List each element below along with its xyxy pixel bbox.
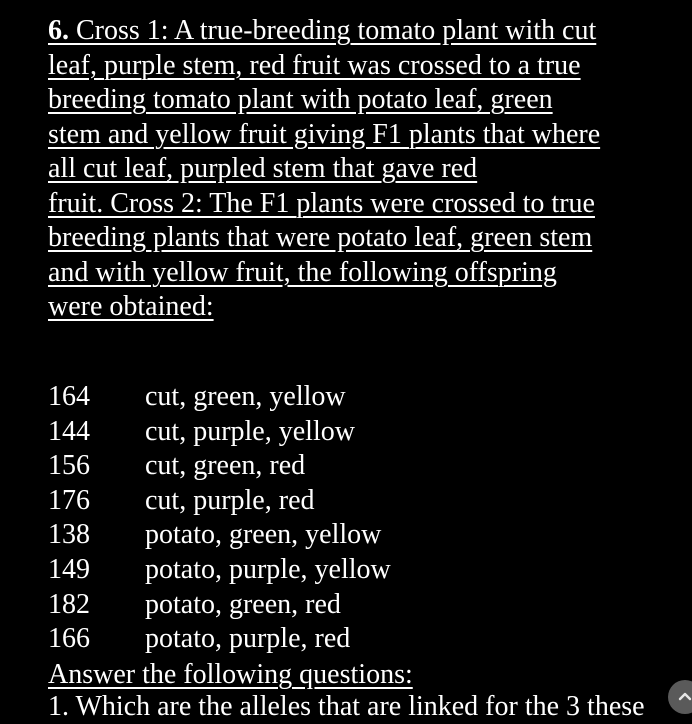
chevron-up-icon bbox=[675, 686, 692, 706]
scroll-up-button[interactable] bbox=[668, 680, 692, 714]
question-line: breeding plants that were potato leaf, green stem bbox=[48, 222, 593, 253]
offspring-row bbox=[48, 553, 391, 588]
offspring-count: 182 bbox=[48, 588, 90, 620]
offspring-row bbox=[48, 518, 391, 553]
offspring-row bbox=[48, 415, 391, 450]
question-line: and with yellow fruit, the following offspring bbox=[48, 256, 557, 288]
offspring-phenotype: potato, purple, yellow bbox=[145, 553, 391, 585]
offspring-count: 156 bbox=[48, 450, 90, 482]
offspring-phenotype: potato, purple, red bbox=[145, 623, 351, 655]
offspring-count: 166 bbox=[48, 623, 90, 655]
offspring-count: 138 bbox=[48, 519, 90, 551]
question-line-text: Cross 1: A true-breeding tomato plant with cut bbox=[69, 15, 597, 46]
answer-prompt: Answer the following questions: bbox=[48, 659, 413, 690]
question-line bbox=[48, 14, 648, 49]
offspring-count: 164 bbox=[48, 381, 90, 412]
offspring-row bbox=[48, 449, 391, 484]
question-number: 6. bbox=[48, 15, 69, 46]
offspring-phenotype: potato, green, red bbox=[145, 588, 341, 620]
offspring-count: 149 bbox=[48, 553, 90, 585]
offspring-row bbox=[48, 380, 391, 415]
question-line: breeding tomato plant with potato leaf, green bbox=[48, 84, 553, 115]
question-line: all cut leaf, purpled stem that gave red bbox=[48, 153, 478, 184]
offspring-phenotype: cut, purple, yellow bbox=[145, 415, 355, 447]
question-text bbox=[48, 14, 648, 325]
offspring-phenotype: cut, purple, red bbox=[145, 484, 315, 516]
offspring-row bbox=[48, 484, 391, 519]
offspring-table bbox=[48, 380, 391, 657]
offspring-phenotype: cut, green, red bbox=[145, 450, 306, 482]
cutoff-question-line: 1. Which are the alleles that are linked for the 3 these bbox=[48, 691, 645, 722]
offspring-phenotype: potato, green, yellow bbox=[145, 519, 382, 551]
offspring-count: 176 bbox=[48, 484, 90, 516]
question-line: fruit. Cross 2: The F1 plants were crossed to true bbox=[48, 187, 595, 219]
offspring-row bbox=[48, 588, 391, 623]
question-line: were obtained: bbox=[48, 291, 214, 322]
offspring-row bbox=[48, 622, 391, 657]
question-line: leaf, purple stem, red fruit was crossed to a true bbox=[48, 49, 581, 81]
offspring-phenotype: cut, green, yellow bbox=[145, 381, 346, 412]
question-line: stem and yellow fruit giving F1 plants that where bbox=[48, 118, 601, 150]
offspring-count: 144 bbox=[48, 415, 90, 447]
